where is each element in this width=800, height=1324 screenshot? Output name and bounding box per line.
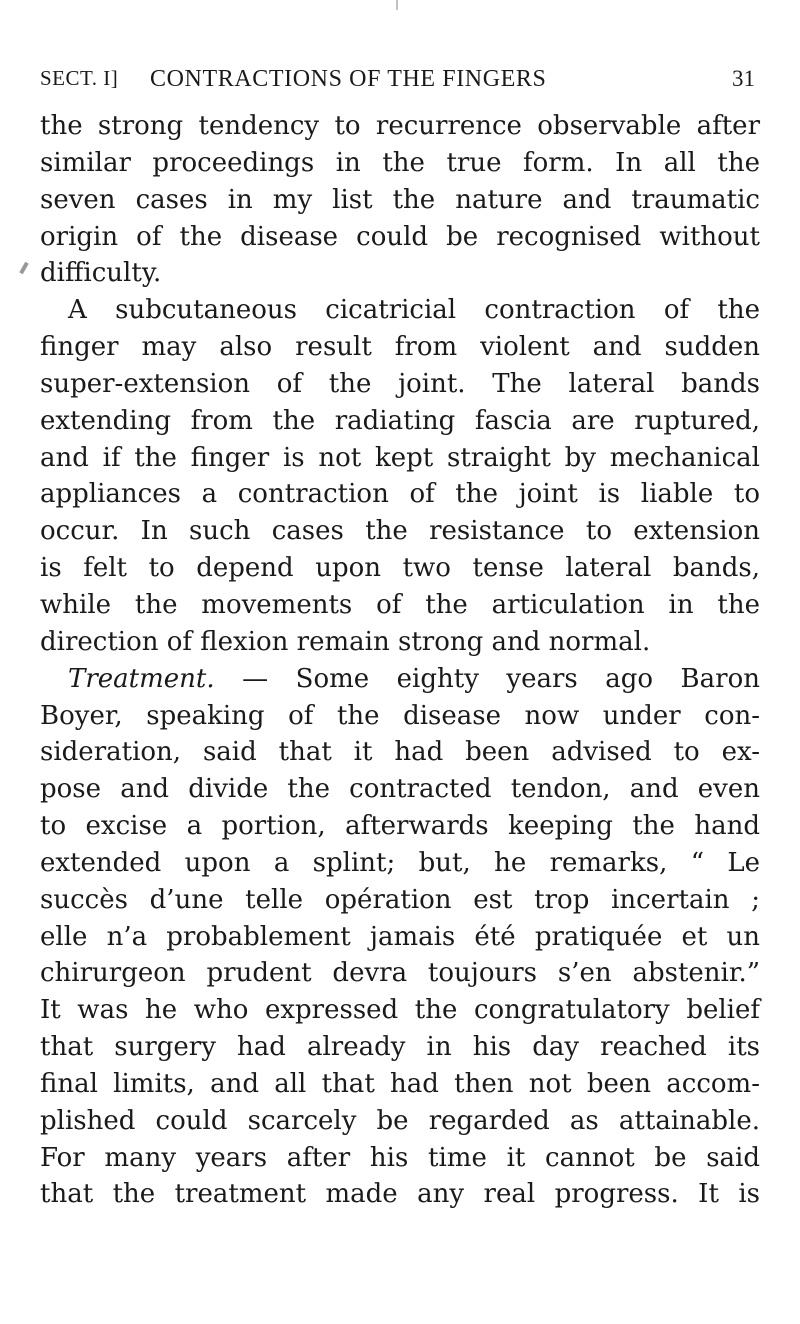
text-line: extending from the radiating fascia are ruptured, [40, 405, 760, 436]
text-line: difficulty. [40, 258, 162, 289]
text-line: A subcutaneous cicatricial contraction of the [68, 295, 760, 326]
text-line: direction of flexion remain strong and normal. [40, 626, 651, 657]
text-line: origin of the disease could be recognised without [40, 221, 760, 252]
text-line: Boyer, speaking of the disease now under con- [40, 700, 760, 731]
text-line: final limits, and all that had then not been accom- [40, 1068, 760, 1099]
text-line: It was he who expressed the congratulatory belief [40, 995, 760, 1026]
text-line: and if the finger is not kept straight by mechanical [40, 442, 760, 473]
text-line: to excise a portion, afterwards keeping the hand [40, 811, 760, 842]
section-marker: SECT. I] [40, 66, 119, 90]
text-line: For many years after his time it cannot be said [40, 1142, 760, 1173]
text-line: the strong tendency to recurrence observable after [40, 111, 760, 141]
treatment-heading: Treatment. [68, 663, 215, 694]
text-line: that the treatment made any real progress. It is [40, 1179, 760, 1210]
text-line: is felt to depend upon two tense lateral bands, [40, 553, 760, 584]
text-line [40, 661, 760, 698]
text-line: finger may also result from violent and sudden [40, 332, 760, 363]
margin-mark [19, 262, 28, 274]
text-line: extended upon a splint; but, he remarks, “ Le [40, 847, 760, 878]
text-line: elle n’a probablement jamais été pratiquée et un [40, 921, 760, 952]
text-line: appliances a contraction of the joint is liable to [40, 479, 760, 510]
text-line: seven cases in my list the nature and traumatic [40, 184, 760, 215]
text-line: while the movements of the articulation in the [40, 589, 760, 620]
text-line: pose and divide the contracted tendon, and even [40, 774, 760, 805]
chapter-title: CONTRACTIONS OF THE FINGERS [150, 66, 547, 92]
text-span: — Some eighty years ago Baron [214, 663, 760, 694]
text-line: plished could scarcely be regarded as attainable. [40, 1105, 760, 1136]
text-line: similar proceedings in the true form. In all the [40, 147, 760, 178]
text-line: chirurgeon prudent devra toujours s’en abstenir.” [40, 958, 760, 989]
text-line: that surgery had already in his day reached its [40, 1032, 760, 1063]
text-line: sideration, said that it had been advised to ex- [40, 737, 760, 768]
text-line: succès d’une telle opération est trop incertain ; [40, 884, 760, 915]
text-line: occur. In such cases the resistance to extension [40, 516, 760, 547]
body-text [40, 108, 760, 1213]
running-header [40, 66, 760, 96]
text-line: super-extension of the joint. The lateral bands [40, 368, 760, 399]
page-number: 31 [732, 66, 755, 91]
scan-artifact [396, 0, 398, 10]
